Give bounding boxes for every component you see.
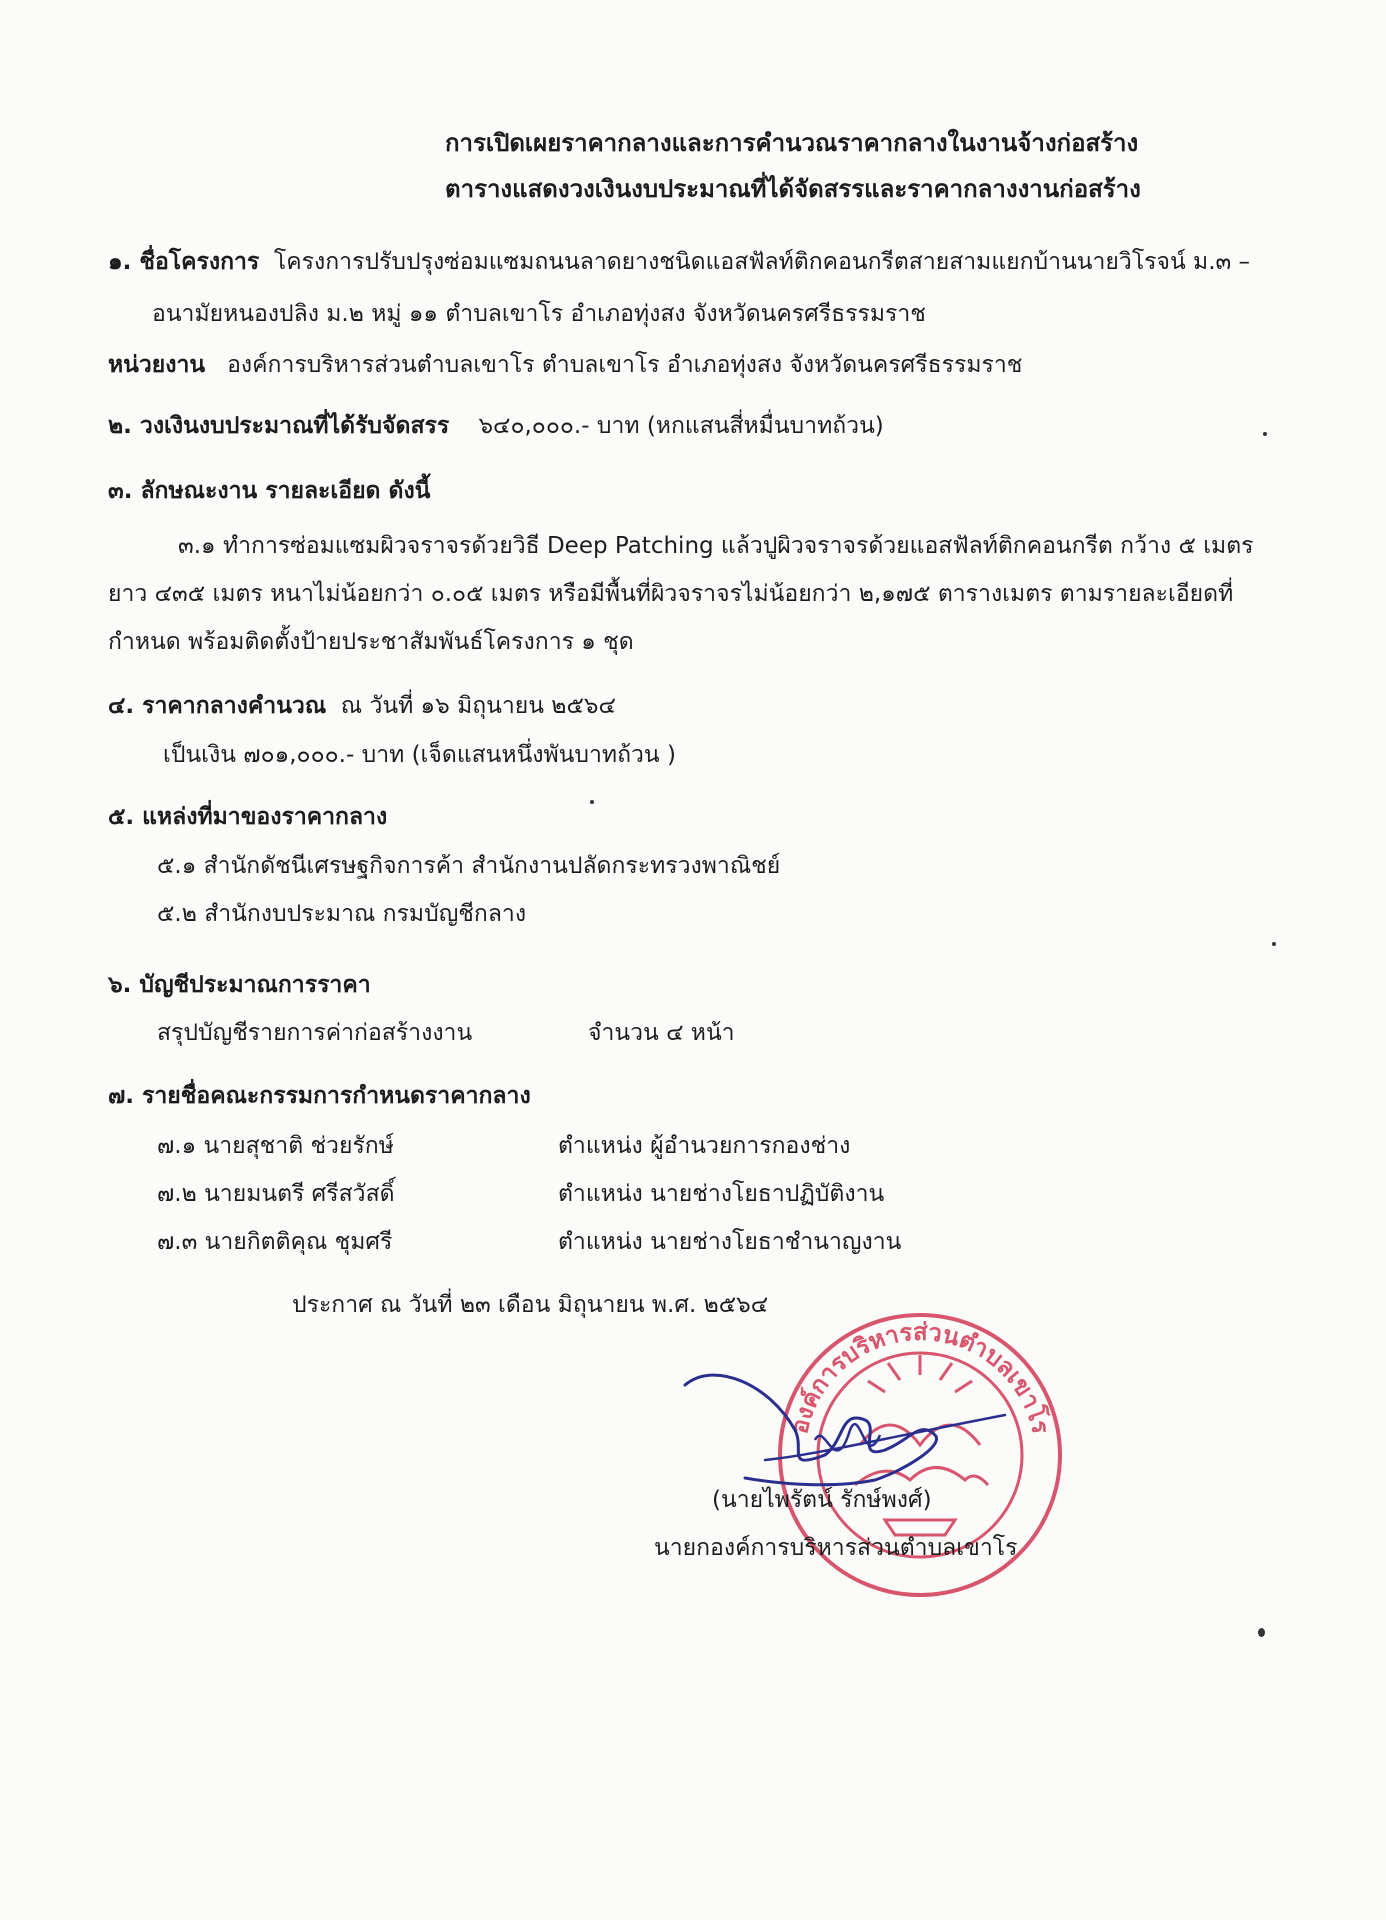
median-price-line [108, 691, 616, 721]
committee-member-name: ๗.๒ นายมนตรี ศรีสวัสดิ์ [157, 1181, 395, 1207]
announcement-date: ประกาศ ณ วันที่ ๒๓ เดือน มิถุนายน พ.ศ. ๒๕๖๔ [292, 1292, 769, 1318]
sources-label: ๕. แหล่งที่มาของราคากลาง [108, 804, 388, 830]
bill-pages: จำนวน ๔ หน้า [588, 1020, 735, 1046]
committee-member-name: ๗.๓ นายกิตติคุณ ชุมศรี [157, 1229, 393, 1255]
source-item-2: ๕.๒ สำนักงบประมาณ กรมบัญชีกลาง [157, 901, 527, 927]
bill-label: ๖. บัญชีประมาณการราคา [108, 972, 371, 998]
source-item-1: ๕.๑ สำนักดัชนีเศรษฐกิจการค้า สำนักงานปลัดกระทรวงพาณิชย์ [157, 853, 781, 879]
title-line-2: ตารางแสดงวงเงินงบประมาณที่ได้จัดสรรและราคากลางงานก่อสร้าง [445, 175, 1141, 203]
median-price-date: ณ วันที่ ๑๖ มิถุนายน ๒๕๖๔ [340, 693, 616, 719]
signatory-name: (นายไพรัตน์ รักษ์พงศ์) [712, 1487, 932, 1513]
committee-member-position: ตำแหน่ง ผู้อำนวยการกองช่าง [558, 1133, 851, 1159]
scan-speck [1258, 1628, 1265, 1637]
agency-text: องค์การบริหารส่วนตำบลเขาโร ตำบลเขาโร อำเภอทุ่งสง จังหวัดนครศรีธรรมราช [227, 352, 1023, 378]
signature-icon [675, 1360, 1015, 1500]
project-name: โครงการปรับปรุงซ่อมแซมถนนลาดยางชนิดแอสฟัลท์ติกคอนกรีตสายสามแยกบ้านนายวิโรจน์ ม.๓ – [273, 249, 1251, 275]
work-line-3: กำหนด พร้อมติดตั้งป้ายประชาสัมพันธ์โครงการ ๑ ชุด [108, 629, 634, 655]
median-price-amount: เป็นเงิน ๗๐๑,๐๐๐.- บาท (เจ็ดแสนหนึ่งพันบาทถ้วน ) [163, 742, 676, 768]
work-label: ๓. ลักษณะงาน รายละเอียด ดังนี้ [108, 478, 431, 504]
work-line-2: ยาว ๔๓๕ เมตร หนาไม่น้อยกว่า ๐.๐๕ เมตร หรือมีพื้นที่ผิวจราจรไม่น้อยกว่า ๒,๑๗๕ ตารางเมตร ตามรายละเอียดที่ [108, 581, 1234, 607]
agency-label: หน่วยงาน [108, 352, 206, 378]
agency-line [108, 350, 1022, 380]
median-price-label: ๔. ราคากลางคำนวณ [108, 693, 327, 719]
committee-label: ๗. รายชื่อคณะกรรมการกำหนดราคากลาง [108, 1083, 531, 1109]
budget-amount: ๖๔๐,๐๐๐.- บาท (หกแสนสี่หมื่นบาทถ้วน) [478, 413, 884, 439]
bill-item: สรุปบัญชีรายการค่าก่อสร้างงาน [157, 1020, 473, 1046]
project-label: ๑. ชื่อโครงการ [108, 249, 260, 275]
work-line-1: ๓.๑ ทำการซ่อมแซมผิวจราจรด้วยวิธี Deep Patching แล้วปูผิวจราจรด้วยแอสฟัลท์ติกคอนกรีต กว้าง ๕ เมตร [178, 533, 1254, 559]
scan-speck [1263, 432, 1267, 436]
budget-line [108, 411, 884, 441]
title-line-1: การเปิดเผยราคากลางและการคำนวณราคากลางในงานจ้างก่อสร้าง [445, 129, 1139, 157]
committee-member-name: ๗.๑ นายสุชาติ ช่วยรักษ์ [157, 1133, 394, 1159]
project-line-1 [108, 247, 1250, 277]
project-line-2: อนามัยหนองปลิง ม.๒ หมู่ ๑๑ ตำบลเขาโร อำเภอทุ่งสง จังหวัดนครศรีธรรมราช [152, 301, 926, 327]
seal-text: องค์การบริหารส่วนตำบลเขาโร [785, 1317, 1055, 1437]
committee-member-position: ตำแหน่ง นายช่างโยธาชำนาญงาน [558, 1229, 902, 1255]
scan-speck [1272, 942, 1276, 946]
scan-speck [590, 800, 594, 804]
budget-label: ๒. วงเงินงบประมาณที่ได้รับจัดสรร [108, 413, 450, 439]
committee-member-position: ตำแหน่ง นายช่างโยธาปฏิบัติงาน [558, 1181, 885, 1207]
signatory-title: นายกองค์การบริหารส่วนตำบลเขาโร [654, 1535, 1018, 1561]
